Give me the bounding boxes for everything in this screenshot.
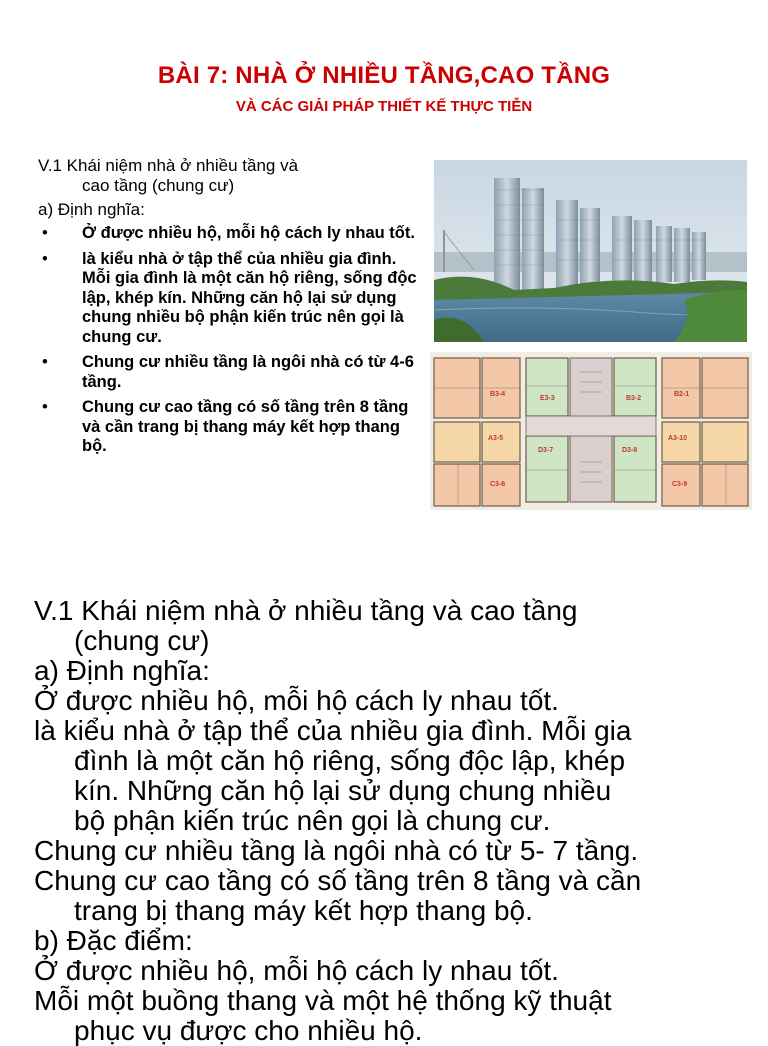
plan-label: A3-5: [488, 435, 504, 442]
body-line: a) Định nghĩa:: [34, 655, 210, 686]
slide-definition: a) Định nghĩa:: [38, 200, 145, 219]
bullet-icon: •: [42, 224, 48, 242]
body-line: trang bị thang máy kết hợp thang bộ.: [74, 895, 533, 926]
slide-bullet: [38, 353, 428, 392]
slide-bullet: [38, 224, 428, 244]
body-line: đình là một căn hộ riêng, sống độc lập, khép: [74, 745, 626, 776]
building-photo: [434, 160, 747, 342]
body-line: là kiểu nhà ở tập thể của nhiều gia đình. Mỗi gia: [34, 715, 632, 746]
body-line: (chung cư): [74, 625, 210, 656]
slide-bullet: [38, 250, 428, 348]
slide-heading-line2: cao tầng (chung cư): [82, 176, 235, 195]
slide-bullet: [38, 398, 428, 457]
body-line: V.1 Khái niệm nhà ở nhiều tầng và cao tầng: [34, 595, 578, 626]
slide-text: [38, 156, 428, 463]
slide-heading-line1: V.1 Khái niệm nhà ở nhiều tầng và: [38, 156, 299, 175]
body-line: Ở được nhiều hộ, mỗi hộ cách ly nhau tốt.: [34, 955, 559, 986]
bullet-icon: •: [42, 353, 48, 371]
body-line: bộ phận kiến trúc nên gọi là chung cư.: [74, 805, 551, 836]
plan-label: A3-10: [668, 435, 688, 442]
slide-bullet-text: Chung cư cao tầng có số tầng trên 8 tầng và cần trang bị thang máy kết hợp thang bộ.: [82, 398, 409, 455]
plan-label: B3-2: [626, 395, 642, 402]
page-title: BÀI 7: NHÀ Ở NHIỀU TẦNG,CAO TẦNG: [157, 62, 611, 89]
plan-label: E3-3: [540, 395, 555, 402]
floor-plan-drawing: [430, 352, 752, 510]
body-line: Mỗi một buồng thang và một hệ thống kỹ thuật: [34, 985, 612, 1016]
slide-bullet-text: Chung cư nhiều tầng là ngôi nhà có từ 4-6 tầng.: [82, 353, 414, 391]
plan-label: D3-7: [538, 447, 554, 454]
slide-heading: [38, 156, 428, 196]
plan-label: B3-4: [490, 391, 506, 398]
floor-plan: [430, 352, 752, 510]
bullet-icon: •: [42, 398, 48, 416]
body-line: Chung cư nhiều tầng là ngôi nhà có từ 5- 7 tầng.: [34, 835, 639, 866]
slide-bullet-text: là kiểu nhà ở tập thể của nhiều gia đình. Mỗi gia đình là một căn hộ riêng, sống độc lập, khép kín. Những căn hộ lại sử dụng chung nhiều bộ phận kiến trúc nên gọi là chung cư.: [82, 249, 417, 346]
plan-label: C3-9: [672, 481, 688, 488]
body-line: Chung cư cao tầng có số tầng trên 8 tầng và cần: [34, 865, 642, 896]
body-line: b) Đặc điểm:: [34, 925, 193, 956]
slide-bullet-list: [38, 224, 428, 457]
body-text: [34, 596, 754, 1046]
building-photo-drawing: [434, 160, 747, 342]
page-subtitle: VÀ CÁC GIẢI PHÁP THIẾT KẾ THỰC TIỄN: [235, 98, 533, 115]
bullet-icon: •: [42, 249, 48, 268]
body-line: Ở được nhiều hộ, mỗi hộ cách ly nhau tốt.: [34, 685, 559, 716]
plan-label: C3-6: [490, 481, 506, 488]
plan-label: B2-1: [674, 391, 690, 398]
body-line: phục vụ được cho nhiều hộ.: [74, 1015, 423, 1046]
plan-label: D3-8: [622, 447, 638, 454]
slide-bullet-text: Ở được nhiều hộ, mỗi hộ cách ly nhau tốt.: [82, 224, 415, 242]
body-line: kín. Những căn hộ lại sử dụng chung nhiều: [74, 775, 612, 806]
